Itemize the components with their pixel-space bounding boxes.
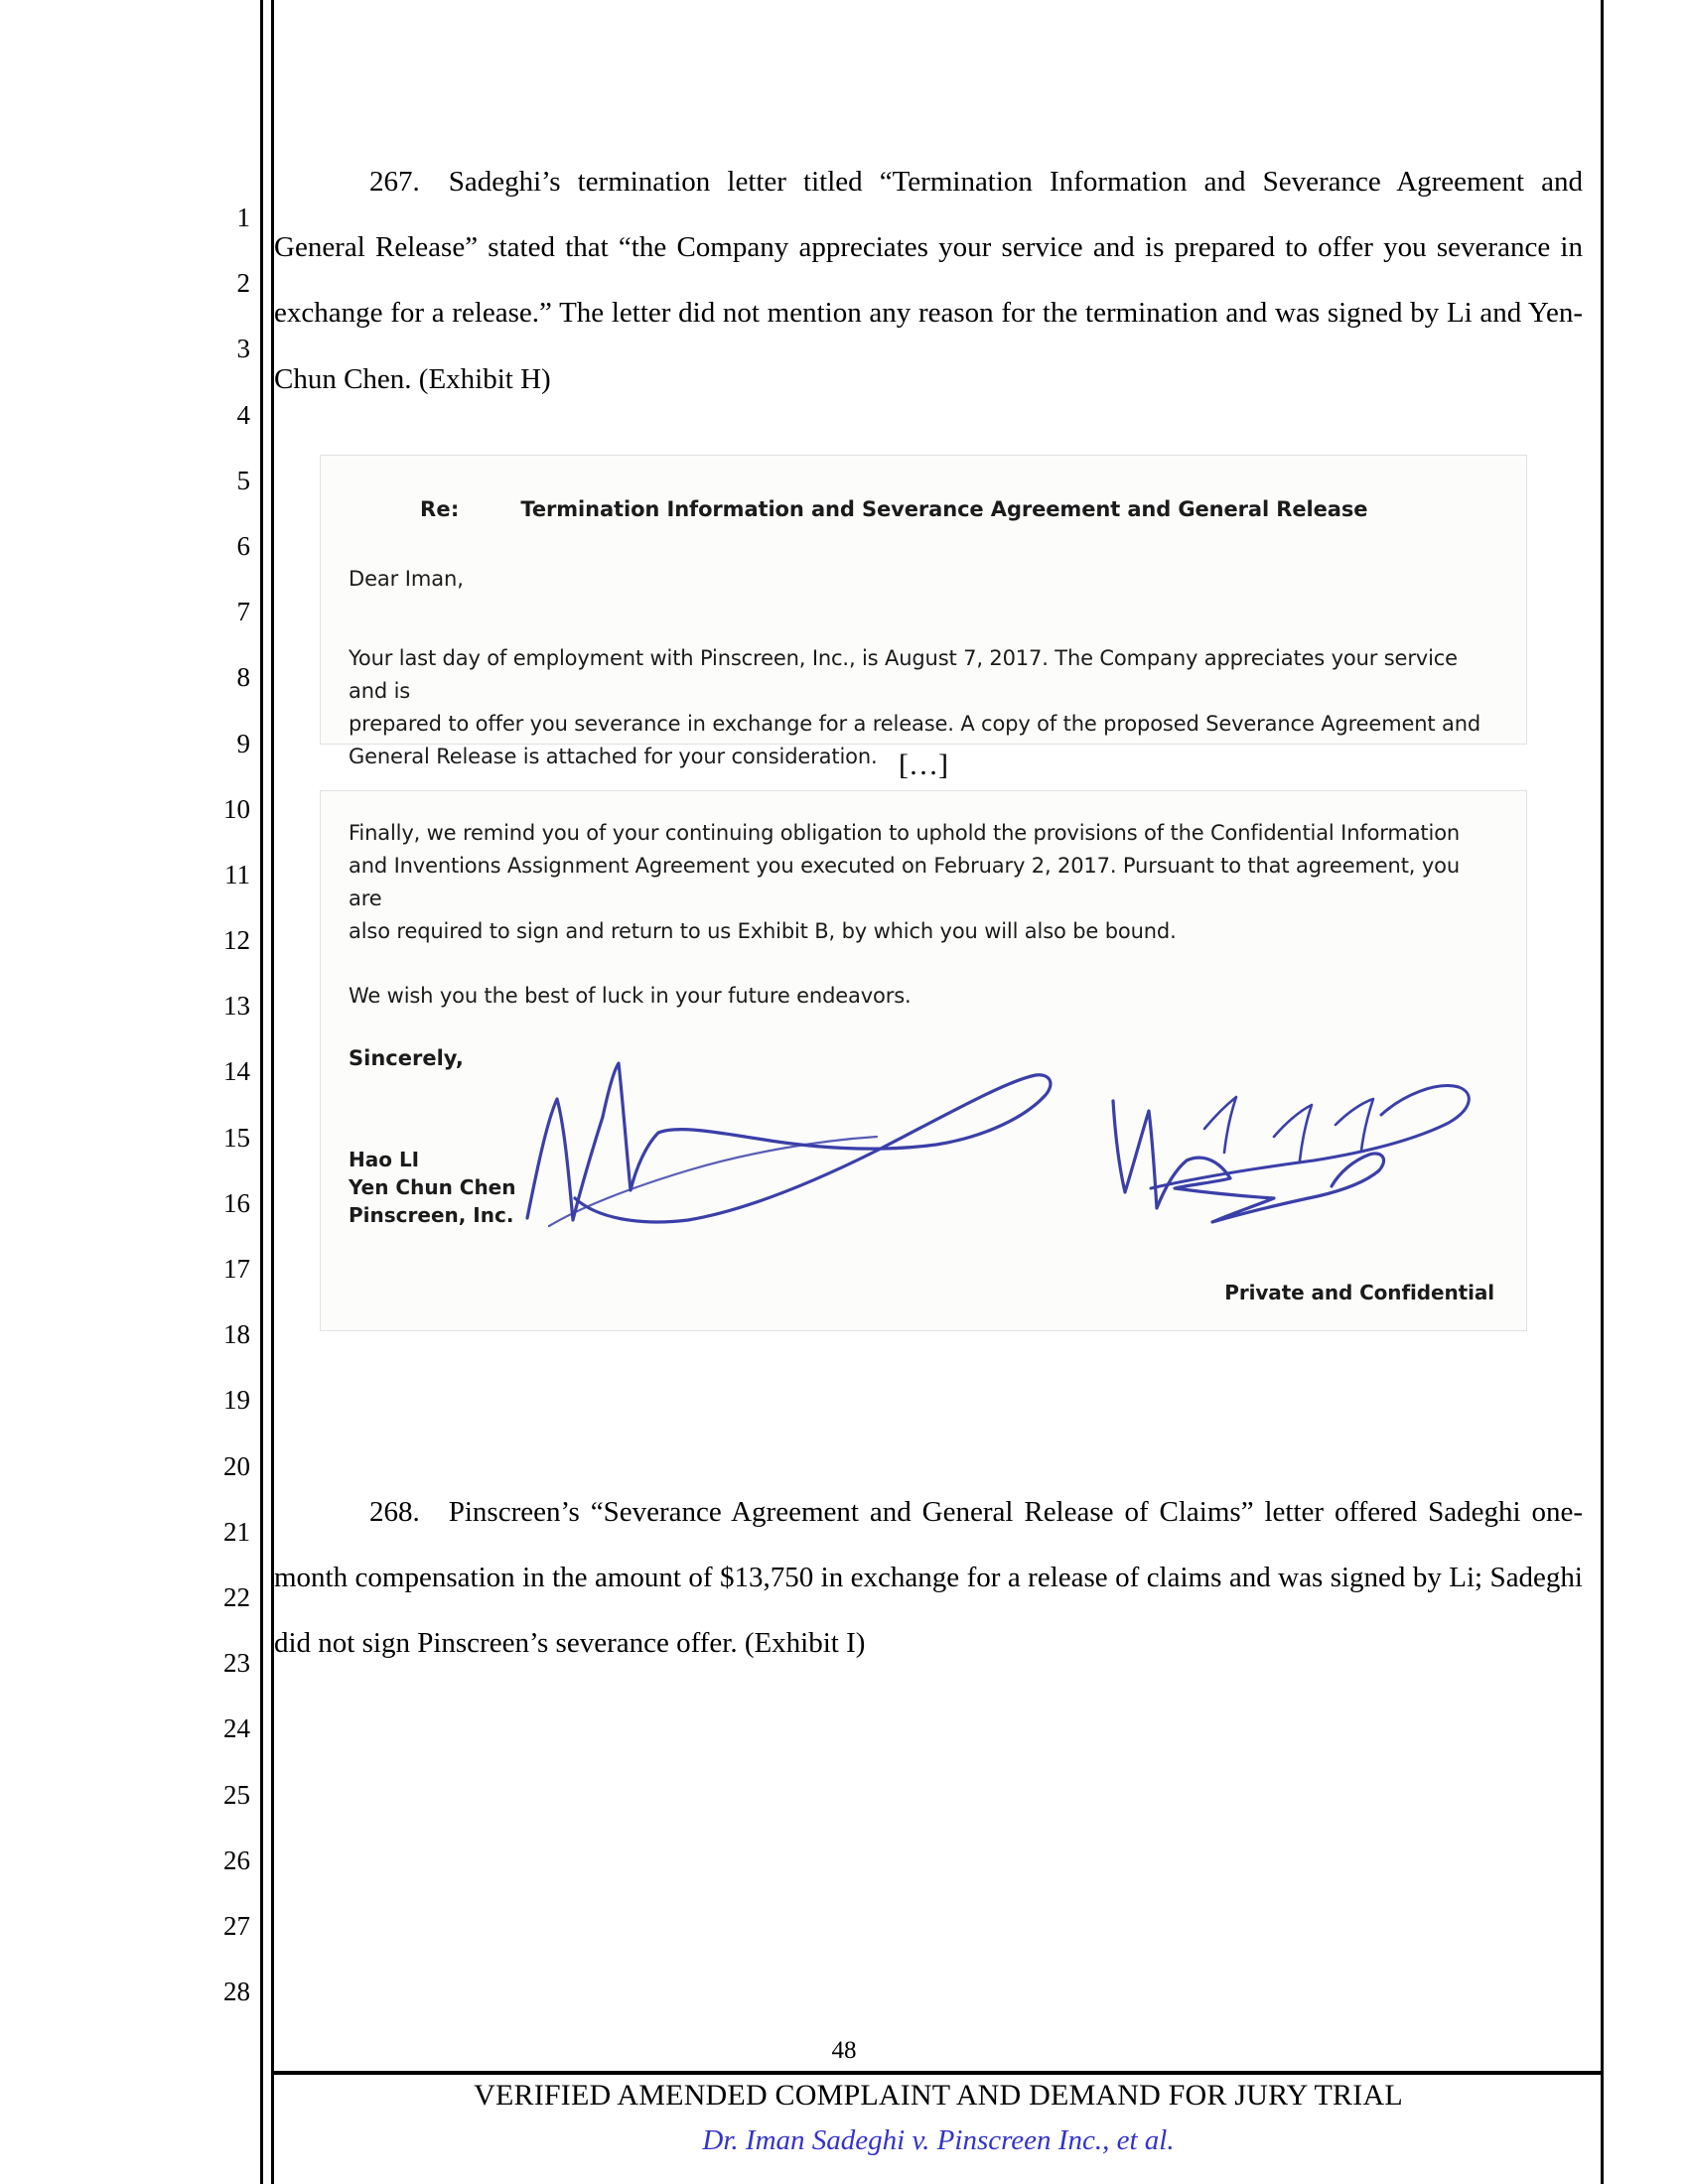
line-number-10: 10	[223, 793, 250, 824]
line-number-25: 25	[223, 1779, 250, 1810]
letter-block2-line3: also required to sign and return to us Exhibit B, by which you will also be bound.	[349, 919, 1177, 943]
paragraph-267: 267. Sadeghi’s termination letter titled “Termination Information and Severance Agreement and General Release” stated that “the Company appreciates your service and is prepared to offer you severance in exchange for a release.” The letter did not mention any reason for the termination and was signed by Li and Yen-Chun Chen. (Exhibit H)	[274, 166, 1583, 395]
line-number-5: 5	[236, 465, 250, 495]
line-number-13: 13	[223, 991, 250, 1022]
line-number-4: 4	[236, 399, 250, 430]
line-number-14: 14	[223, 1056, 250, 1087]
letter-block-2	[349, 817, 1498, 1013]
line-number-27: 27	[223, 1910, 250, 1941]
letter-salutation: Dear Iman,	[349, 567, 464, 591]
page-body-lower	[274, 1479, 1583, 1677]
exhibit-h-letter-image	[320, 455, 1527, 1331]
signer-name-hao-li: Hao LI	[349, 1148, 420, 1171]
letter-re-title: Termination Information and Severance Agreement and General Release	[520, 497, 1368, 521]
left-margin-rule-outer	[260, 0, 263, 2184]
line-number-7: 7	[236, 597, 250, 627]
letter-block2-line1: Finally, we remind you of your continuing obligation to uphold the provisions of the Confidential Information	[349, 821, 1461, 845]
footer-title: VERIFIED AMENDED COMPLAINT AND DEMAND FOR JURY TRIAL	[474, 2079, 1403, 2112]
letter-closing-wish: We wish you the best of luck in your future endeavors.	[349, 984, 912, 1008]
line-number-21: 21	[223, 1516, 250, 1547]
line-number-11: 11	[224, 859, 250, 889]
paragraph-268: 268. Pinscreen’s “Severance Agreement and General Release of Claims” letter offered Sadeghi one-month compensation in the amount of $13,750 in exchange for a release of claims and was signed by Li; Sadeghi did not sign Pinscreen’s severance offer. (Exhibit I)	[274, 1496, 1583, 1660]
line-number-17: 17	[223, 1254, 250, 1284]
footer-case-caption: Dr. Iman Sadeghi v. Pinscreen Inc., et al.	[702, 2124, 1175, 2156]
letter-block2-line2: and Inventions Assignment Agreement you executed on February 2, 2017. Pursuant to that agreement, you are	[349, 854, 1460, 910]
footer-divider	[274, 2071, 1603, 2075]
letter-block1-line1: Your last day of employment with Pinscreen, Inc., is August 7, 2017. The Company appreciates your service and is	[349, 646, 1458, 703]
line-number-1: 1	[236, 203, 250, 232]
line-number-19: 19	[223, 1385, 250, 1416]
line-number-12: 12	[223, 925, 250, 956]
signer-name-yen-chun-chen: Yen Chun Chen	[349, 1175, 516, 1199]
line-number-9: 9	[236, 728, 250, 758]
line-number-28: 28	[223, 1977, 250, 2007]
line-number-20: 20	[223, 1450, 250, 1481]
line-number-6: 6	[236, 530, 250, 561]
signer-company: Pinscreen, Inc.	[349, 1203, 514, 1227]
page-body	[274, 149, 1583, 412]
line-number-18: 18	[223, 1319, 250, 1350]
excerpt-ellipsis-gap	[320, 745, 1527, 790]
line-number-8: 8	[236, 662, 250, 693]
right-margin-rule	[1601, 0, 1604, 2184]
letter-signature-block	[349, 1146, 1498, 1229]
line-number-26: 26	[223, 1844, 250, 1875]
page-number: 48	[831, 2037, 857, 2064]
letter-sincerely: Sincerely,	[349, 1046, 464, 1070]
line-number-3: 3	[236, 334, 250, 364]
letter-excerpt-bottom	[320, 790, 1527, 1331]
letter-block1-line3: General Release is attached for your consideration.	[349, 745, 878, 768]
letter-block1-line2: prepared to offer you severance in exchange for a release. A copy of the proposed Severance Agreement and	[349, 712, 1481, 736]
line-number-2: 2	[236, 268, 250, 299]
letter-re-row	[420, 497, 1498, 521]
private-and-confidential-label: Private and Confidential	[1224, 1281, 1494, 1304]
line-number-22: 22	[223, 1581, 250, 1612]
ellipsis-marker: […]	[899, 749, 948, 781]
line-number-column	[199, 185, 250, 2024]
line-number-23: 23	[223, 1648, 250, 1679]
line-number-15: 15	[223, 1122, 250, 1153]
line-number-16: 16	[223, 1187, 250, 1218]
line-number-24: 24	[223, 1713, 250, 1744]
letter-excerpt-top	[320, 455, 1527, 768]
letter-re-label: Re:	[420, 497, 460, 521]
